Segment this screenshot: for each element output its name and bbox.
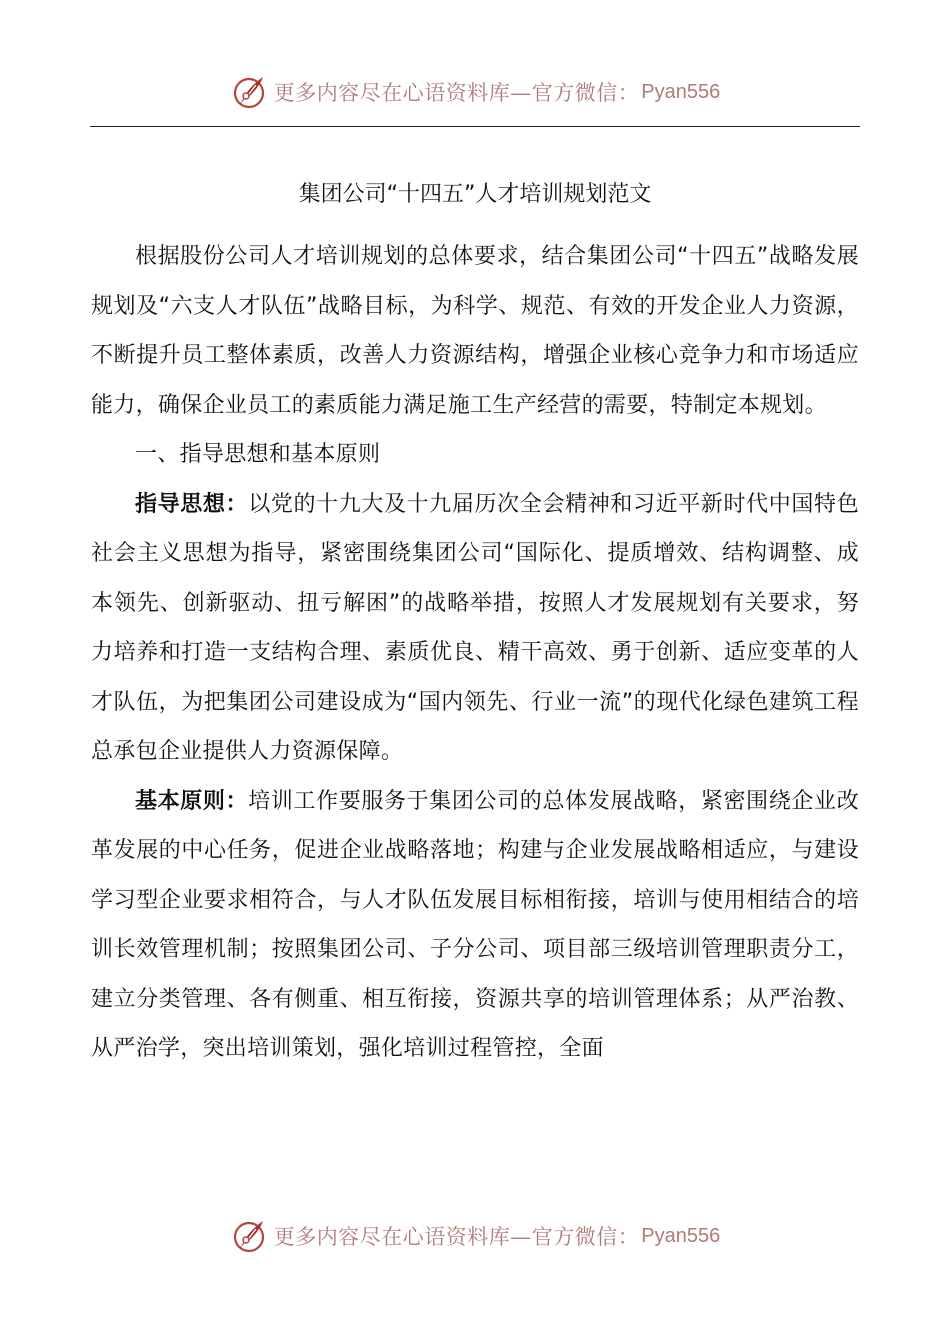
- principles-text: 培训工作要服务于集团公司的总体发展战略，紧密围绕企业改革发展的中心任务，促进企业战略落地；构建与企业发展战略相适应，与建设学习型企业要求相符合，与人才队伍发展目标相衔接，培训与使用相结合的培训长效管理机制；按照集团公司、子分公司、项目部三级培训管理职责分工，建立分类管理、各有侧重、相互衔接，资源共享的培训管理体系；从严治教、从严治学，突出培训策划，强化培训过程管控，全面: [91, 788, 859, 1061]
- banner-wechat-id: Pyan556: [641, 1224, 721, 1247]
- principles-paragraph: [91, 777, 859, 1074]
- section-heading: 一、指导思想和基本原则: [135, 442, 381, 467]
- guiding-text: 以党的十九大及十九届历次全会精神和习近平新时代中国特色社会主义思想为指导，紧密围绕集团公司“国际化、提质增效、结构调整、成本领先、创新驱动、扭亏解困”的战略举措，按照人才发展规划有关要求，努力培养和打造一支结构合理、素质优良、精干高效、勇于创新、适应变革的人才队伍，为把集团公司建设成为“国内领先、行业一流”的现代化绿色建筑工程总承包企业提供人力资源保障。: [91, 491, 859, 764]
- guiding-label: 指导思想：: [135, 491, 249, 517]
- feather-pen-logo-icon: [230, 72, 270, 112]
- principles-label: 基本原则：: [135, 788, 249, 814]
- document-title: 集团公司“十四五”人才培训规划范文: [298, 182, 652, 207]
- header-divider: [90, 126, 860, 127]
- banner-wechat-id: Pyan556: [641, 80, 721, 103]
- header-watermark-banner: [0, 70, 950, 114]
- feather-pen-logo-icon: [230, 1216, 270, 1256]
- guiding-paragraph: [91, 480, 859, 777]
- document-body: [91, 232, 859, 1074]
- banner-text: 更多内容尽在心语资料库—官方微信：: [273, 1225, 640, 1249]
- intro-paragraph: 根据股份公司人才培训规划的总体要求，结合集团公司“十四五”战略发展规划及“六支人才队伍”战略目标，为科学、规范、有效的开发企业人力资源，不断提升员工整体素质，改善人力资源结构，增强企业核心竞争力和市场适应能力，确保企业员工的素质能力满足施工生产经营的需要，特制定本规划。: [91, 244, 859, 418]
- banner-text: 更多内容尽在心语资料库—官方微信：: [273, 81, 640, 105]
- footer-watermark-banner: [0, 1214, 950, 1258]
